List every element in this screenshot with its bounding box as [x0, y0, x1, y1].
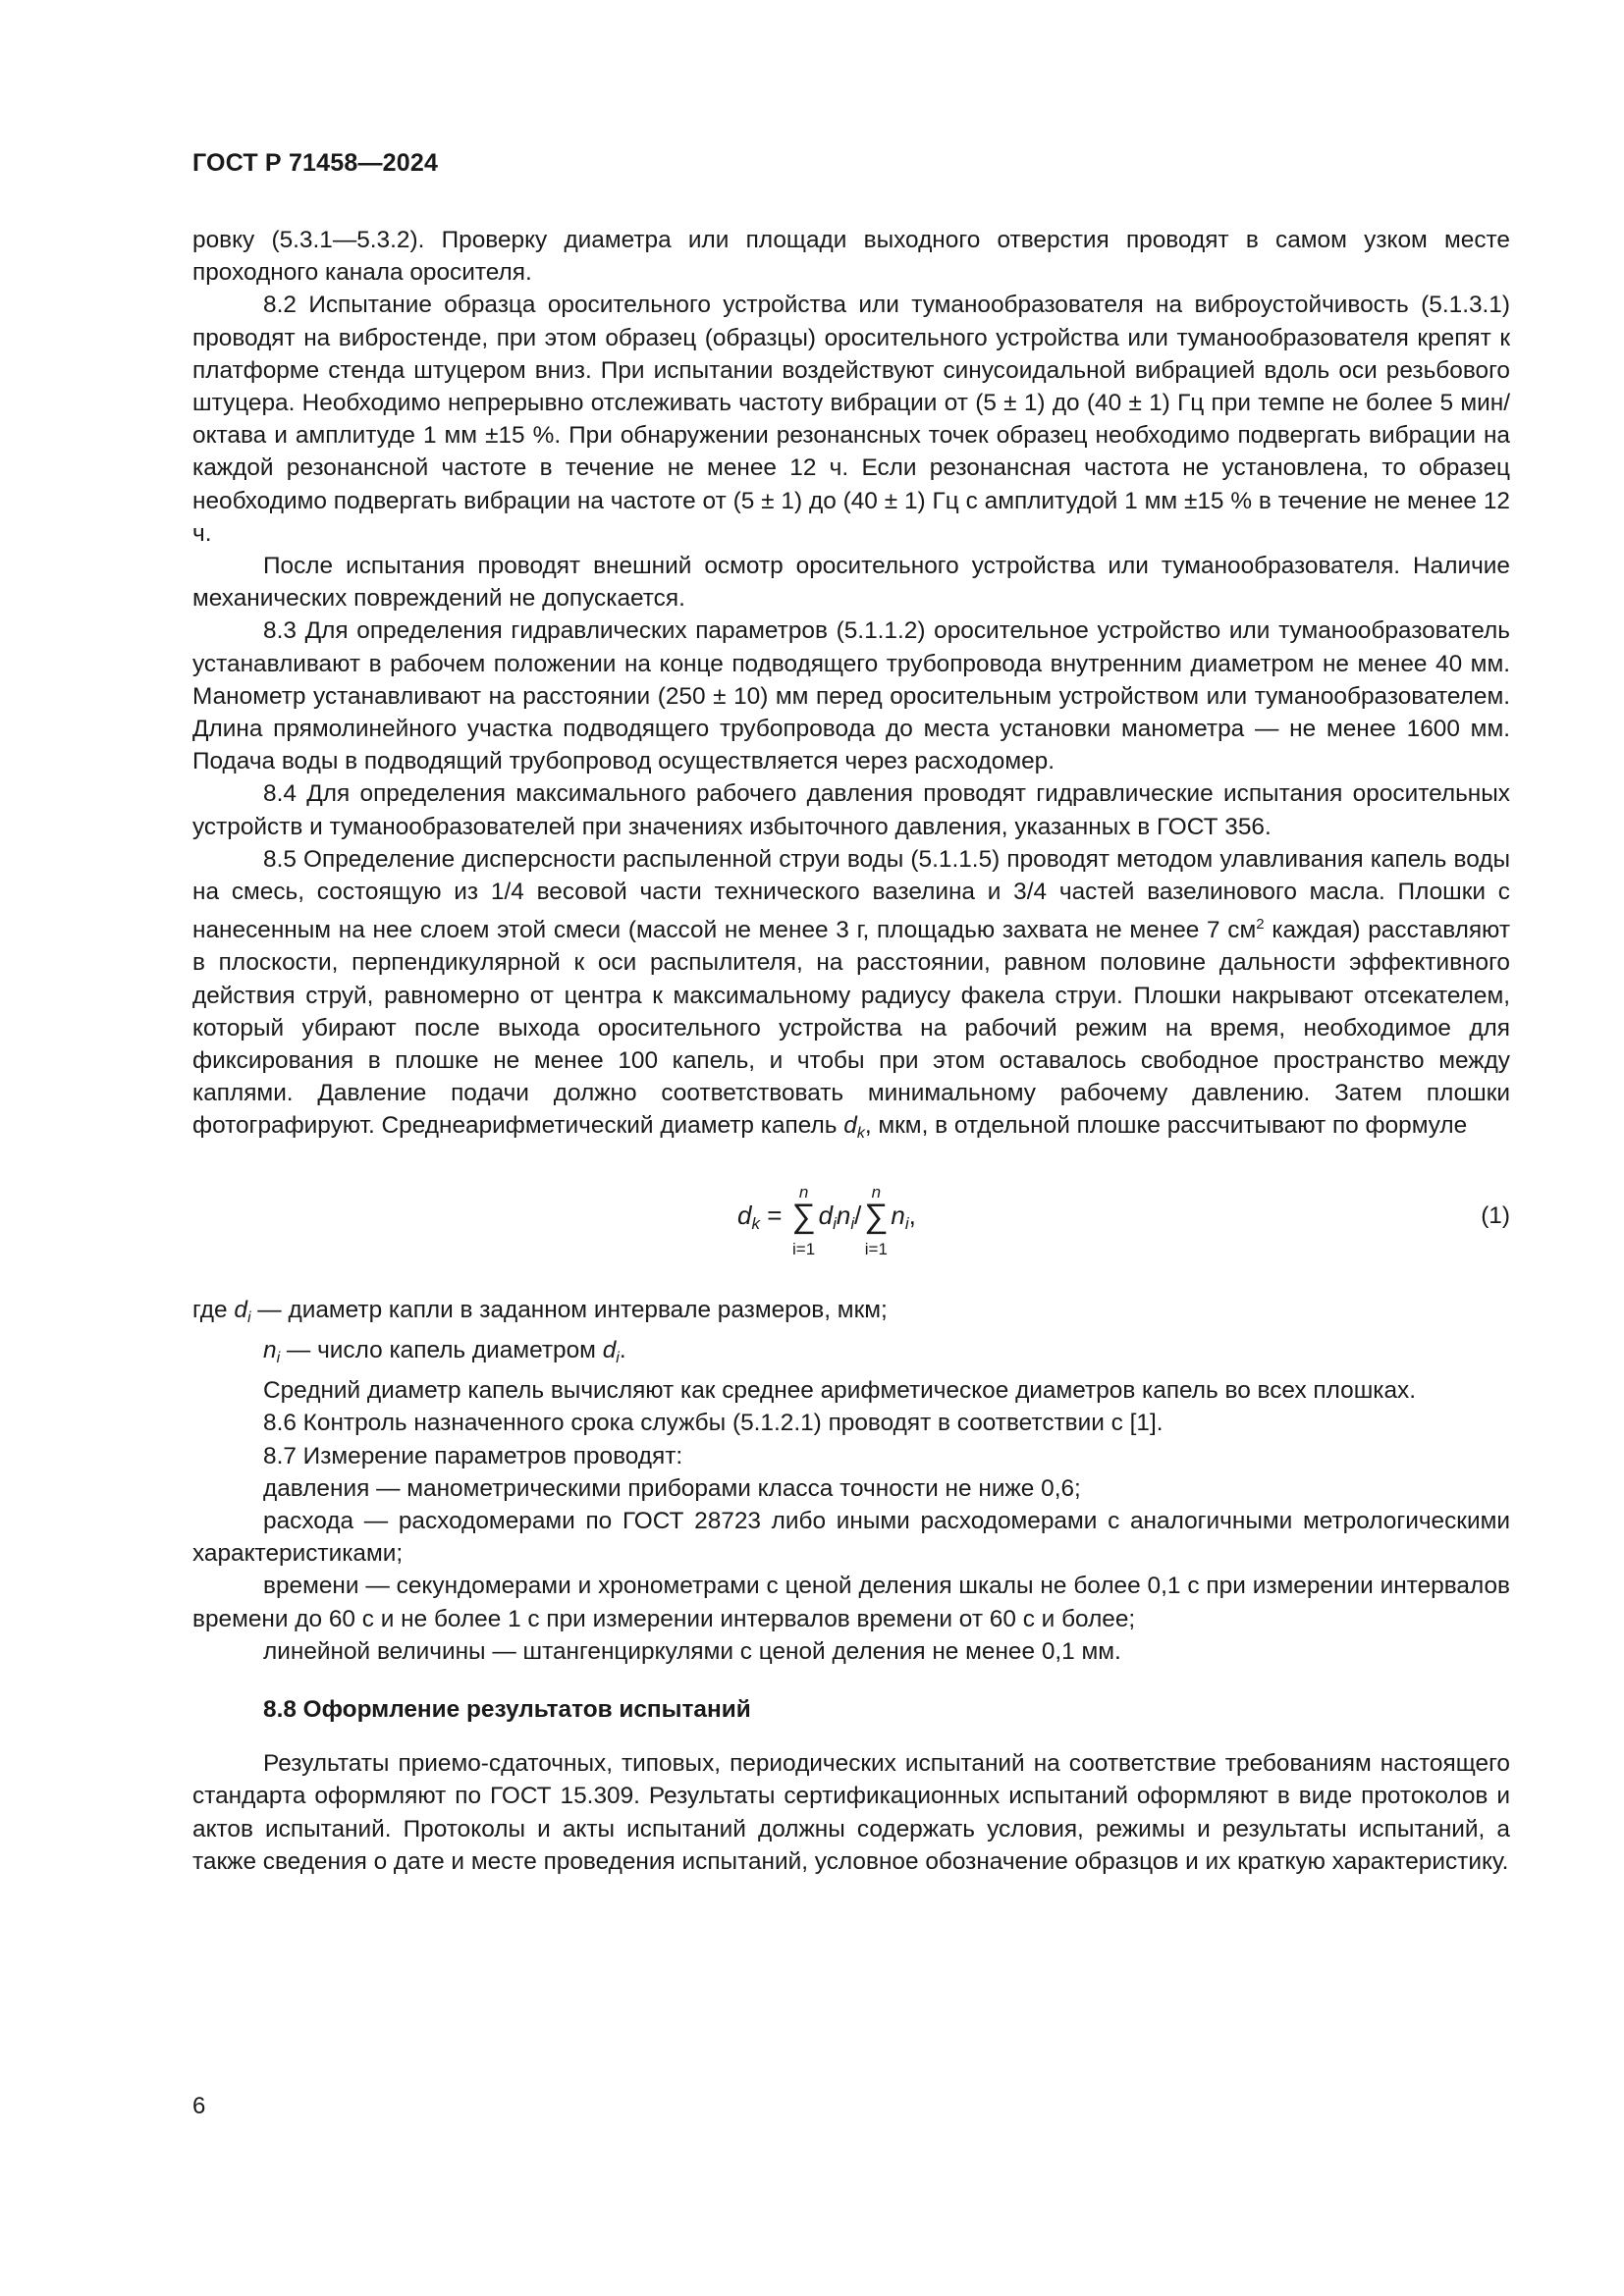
summation-2-upper: n	[871, 1182, 882, 1201]
standard-title: ГОСТ Р 71458—2024	[192, 149, 439, 177]
summation-2	[861, 1182, 891, 1258]
page-body	[192, 224, 1510, 1878]
formula-equals: =	[759, 1200, 789, 1230]
superscript-2: 2	[1256, 916, 1265, 934]
where-var-d-sub: i	[246, 1308, 251, 1326]
paragraph-8-5-part2: каждая) расставляют в плоскости, перпендикулярной к оси распылителя, на расстоянии, равном половине дальности эффективного действия струй, равномерно от центра к максимальному радиусу факела струи. Плошки накрывают отсекателем, который убирают после выхода оросительного устройства на рабочий режим на время, необходимое для фиксирования в плошке не менее 100 капель, и чтобы при этом оставалось свободное пространство между каплями. Давление подачи должно соответствовать минимальному рабочему давлению. Затем плошки фотографируют. Среднеарифметический диаметр капель	[192, 917, 1510, 1140]
section-heading-8-8: 8.8 Оформление результатов испытаний	[263, 1695, 751, 1723]
formula-denominator-n: n	[891, 1200, 905, 1230]
formula-lhs: d	[737, 1200, 752, 1230]
summation-1-sign: ∑	[791, 1197, 816, 1235]
paragraph-after-test: После испытания проводят внешний осмотр оросительного устройства или туманообразователя. Наличие механических повреждений не допускается.	[192, 553, 1510, 613]
variable-subscript-k: k	[856, 1125, 865, 1143]
formula-term-n-sub: i	[850, 1213, 855, 1233]
paragraph-8-6: 8.6 Контроль назначенного срока службы (5.1.2.1) проводят в соответствии с [1].	[263, 1410, 1164, 1437]
formula-number: (1)	[1481, 1201, 1510, 1229]
summation-1-lower: i=1	[792, 1239, 816, 1258]
formula-comma: ,	[908, 1200, 916, 1230]
where-var-n: n	[263, 1336, 277, 1363]
where-var-n-sub: i	[276, 1349, 281, 1366]
paragraph-8-5-part3: , мкм, в отдельной плошке рассчитывают по формуле	[864, 1112, 1468, 1140]
paragraph-8-5	[192, 843, 1510, 1150]
paragraph-8-4: 8.4 Для определения максимального рабочего давления проводят гидравлические испытания оросительных устройств и туманообразователей при значениях избыточного давления, указанных в ГОСТ 356.	[192, 780, 1510, 840]
formula-term-d: d	[818, 1200, 834, 1230]
where-var-d: d	[234, 1296, 247, 1323]
formula-slash: /	[854, 1200, 862, 1230]
formula-term-d-sub: i	[833, 1213, 837, 1233]
where-label: где	[192, 1296, 235, 1323]
summation-1	[789, 1182, 819, 1258]
measure-time: времени — секундомерами и хронометрами с ценой деления шкалы не более 0,1 с при измерении интервалов времени до 60 с и не более 1 с при измерении интервалов времени от 60 с и более;	[192, 1573, 1510, 1632]
summation-2-lower: i=1	[864, 1239, 888, 1258]
summation-2-sign: ∑	[864, 1197, 889, 1235]
measure-length: линейной величины — штангенциркулями с ценой деления не менее 0,1 мм.	[263, 1637, 1121, 1665]
where-def-d: — диаметр капли в заданном интервале размеров, мкм;	[250, 1296, 888, 1323]
measure-pressure: давления — манометрическими приборами класса точности не ниже 0,6;	[263, 1474, 1081, 1502]
paragraph-8-3: 8.3 Для определения гидравлических параметров (5.1.1.2) оросительное устройство или туманообразователь устанавливают в рабочем положении на конце подводящего трубопровода внутренним диаметром не менее 40 мм. Манометр устанавливают на расстоянии (250 ± 10) мм перед оросительным устройством или туманообразователем. Длина прямолинейного участка подводящего трубопровода до места установки манометра — не менее 1600 мм. Подача воды в подводящий трубопровод осуществляется через расходомер.	[192, 617, 1510, 775]
formula-denominator-sub: i	[904, 1213, 909, 1233]
page-number: 6	[192, 2093, 206, 2119]
formula-lhs-sub: k	[751, 1213, 760, 1233]
paragraph-results: Результаты приемо-сдаточных, типовых, периодических испытаний на соответствие требованиям настоящего стандарта оформляют по ГОСТ 15.309. Результаты сертификационных испытаний оформляют в виде протоколов и актов испытаний. Протоколы и акты испытаний должны содержать условия, режимы и результаты испытаний, а также сведения о дате и месте проведения испытаний, условное обозначение образцов и их краткую характеристику.	[192, 1750, 1510, 1875]
paragraph-8-5-part1: 8.5 Определение дисперсности распыленной струи воды (5.1.1.5) проводят методом улавливания капель воды на смесь, состоящую из 1/4 весовой части технического вазелина и 3/4 частей вазелинового масла. Плошки с нанесенным на нее слоем этой смеси (массой не менее 3 г, площадью захвата не менее 7 см	[192, 845, 1510, 944]
paragraph-8-7: 8.7 Измерение параметров проводят:	[263, 1442, 683, 1469]
where-def-n: — число капель диаметром	[280, 1336, 603, 1363]
where-line-2	[192, 1334, 1510, 1374]
formula-block	[192, 1160, 1510, 1276]
where-var-d2-sub: i	[616, 1349, 620, 1366]
formula-1	[737, 1160, 916, 1276]
paragraph-average-diameter: Средний диаметр капель вычисляют как среднее арифметическое диаметров капель во всех плошках.	[263, 1377, 1417, 1405]
variable-d: d	[843, 1112, 857, 1140]
paragraph-8-2: 8.2 Испытание образца оросительного устройства или туманообразователя на виброустойчивость (5.1.3.1) проводят на вибростенде, при этом образец (образцы) оросительного устройства или туманообразователя крепят к платформе стенда штуцером вниз. При испытании воздействуют синусоидальной вибрацией вдоль оси резьбового штуцера. Необходимо непрерывно отслеживать частоту вибрации от (5 ± 1) до (40 ± 1) Гц при темпе не более 5 мин/октава и амплитуде 1 мм ±15 %. При обнаружении резонансных точек образец необходимо подвергать вибрации на каждой резонансной частоте в течение не менее 12 ч. Если резонансная частота не установлена, то образец необходимо подвергать вибрации на частоте от (5 ± 1) до (40 ± 1) Гц с амплитудой 1 мм ±15 % в течение не менее 12 ч.	[192, 292, 1510, 547]
where-var-d2: d	[602, 1336, 617, 1363]
where-line-1	[192, 1294, 1510, 1334]
formula-term-n: n	[836, 1200, 851, 1230]
paragraph-continuation: ровку (5.3.1—5.3.2). Проверку диаметра или площади выходного отверстия проводят в самом узком месте проходного канала оросителя.	[192, 227, 1510, 287]
summation-1-upper: n	[798, 1182, 809, 1201]
measure-flow: расхода — расходомерами по ГОСТ 28723 либо иными расходомерами с аналогичными метрологическими характеристиками;	[192, 1507, 1510, 1568]
where-def-end: .	[619, 1336, 626, 1363]
